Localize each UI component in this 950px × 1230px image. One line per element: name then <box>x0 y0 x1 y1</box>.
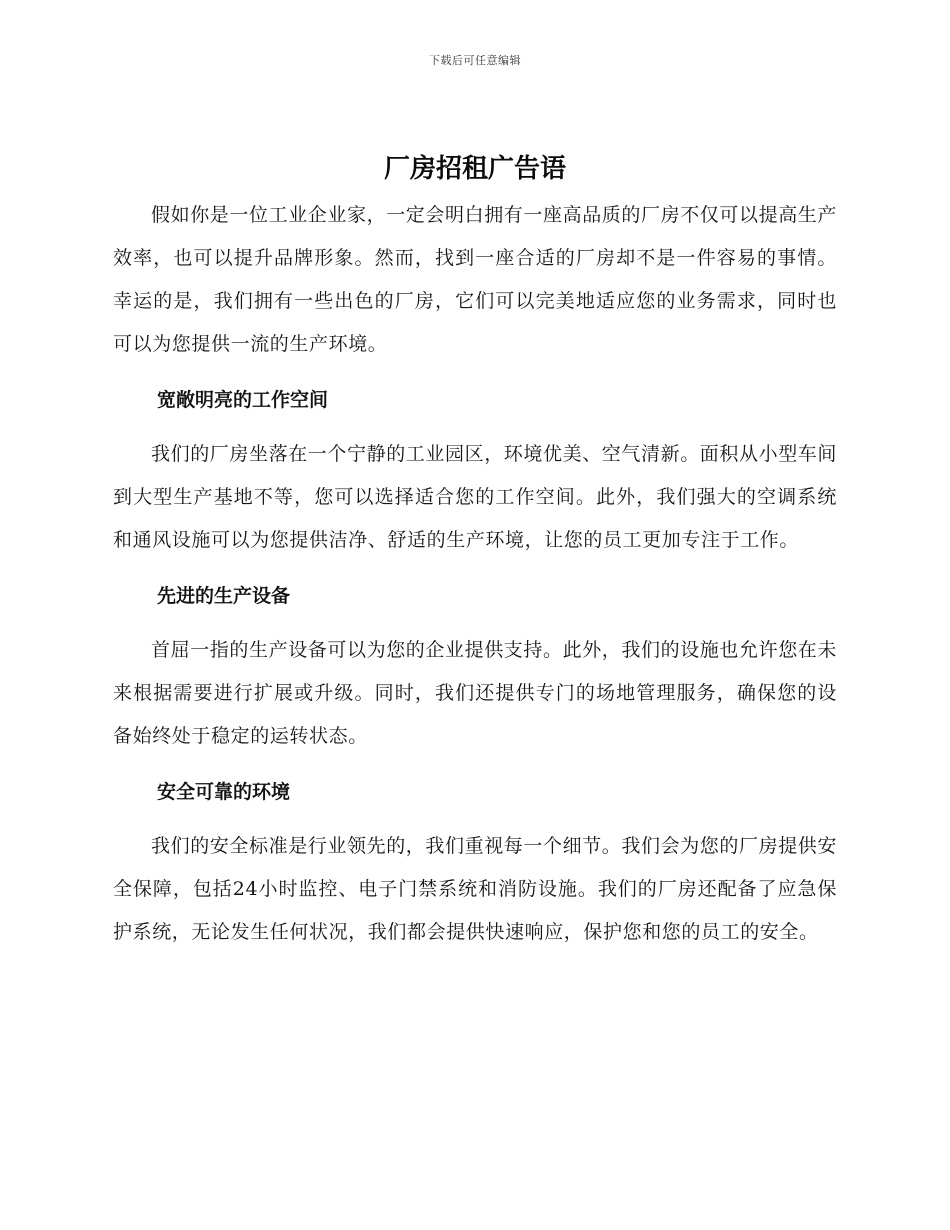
section-spacious-workspace <box>113 383 837 562</box>
editable-note: 下载后可任意编辑 <box>429 54 521 67</box>
section-heading: 宽敞明亮的工作空间 <box>157 389 329 411</box>
section-paragraph: 我们的厂房坐落在一个宁静的工业园区，环境优美、空气清新。面积从小型车间到大型生产基地不等，您可以选择适合您的工作空间。此外，我们强大的空调系统和通风设施可以为您提供洁净、舒适的生产环境，让您的员工更加专注于工作。 <box>113 443 838 551</box>
document-title: 厂房招租广告语 <box>383 154 566 184</box>
document-content <box>113 152 837 954</box>
section-paragraph: 首屈一指的生产设备可以为您的企业提供支持。此外，我们的设施也允许您在未来根据需要进行扩展或升级。同时，我们还提供专门的场地管理服务，确保您的设备始终处于稳定的运转状态。 <box>113 639 838 747</box>
section-heading: 先进的生产设备 <box>157 585 291 607</box>
intro-paragraph: 假如你是一位工业企业家，一定会明白拥有一座高品质的厂房不仅可以提高生产效率，也可以提升品牌形象。然而，找到一座合适的厂房却不是一件容易的事情。幸运的是，我们拥有一些出色的厂房，它们可以完美地适应您的业务需求，同时也可以为您提供一流的生产环境。 <box>113 204 838 355</box>
section-heading: 安全可靠的环境 <box>157 781 291 803</box>
section-safe-environment <box>113 775 837 954</box>
section-advanced-equipment <box>113 579 837 758</box>
section-paragraph: 我们的安全标准是行业领先的，我们重视每一个细节。我们会为您的厂房提供安全保障，包括24小时监控、电子门禁系统和消防设施。我们的厂房还配备了应急保护系统，无论发生任何状况，我们都会提供快速响应，保护您和您的员工的安全。 <box>113 835 838 943</box>
